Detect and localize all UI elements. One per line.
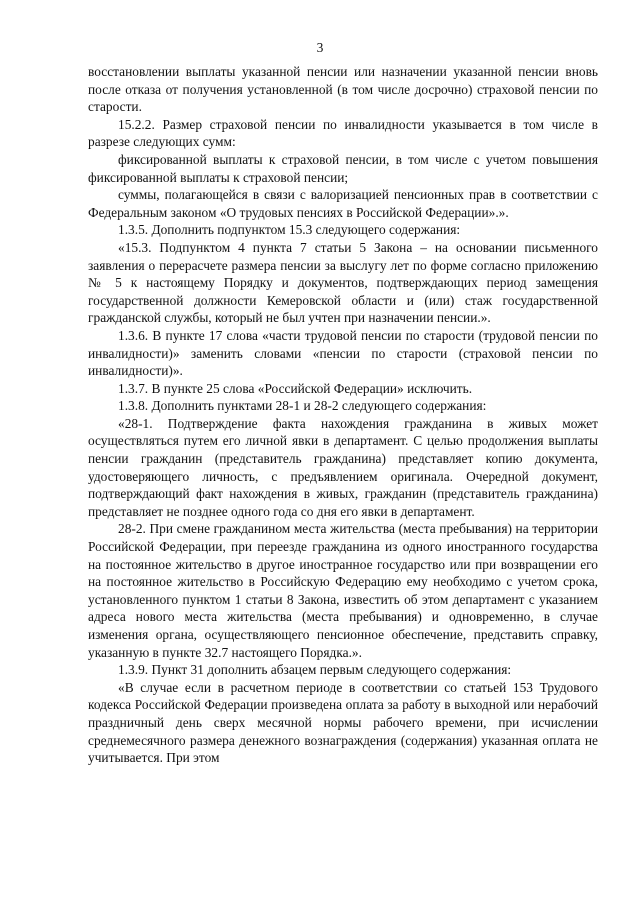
paragraph: «В случае если в расчетном периоде в соответствии со статьей 153 Трудового кодекса Российской Федерации произведена оплата за работу в выходной или нерабочий праздничный день сверх месячной нормы рабочего времени, при исчислении среднемесячного размера денежного вознаграждения (содержания) указанная оплата не учитывается. При этом [88,679,598,766]
paragraph: восстановлении выплаты указанной пенсии или назначении указанной пенсии вновь после отказа от получения установленной (в том числе досрочно) страховой пенсии по старости. [88,64,598,115]
paragraph: 15.2.2. Размер страховой пенсии по инвалидности указывается в том числе в разрезе следующих сумм: [88,116,598,150]
paragraph: 1.3.8. Дополнить пунктами 28-1 и 28-2 следующего содержания: [118,398,487,414]
paragraph: 1.3.6. В пункте 17 слова «части трудовой пенсии по старости (трудовой пенсии по инвалидности)» заменить словами «пенсии по старости (страховой пенсии по инвалидности)». [88,327,598,379]
paragraph: 1.3.7. В пункте 25 слова «Российской Федерации» исключить. [118,380,473,396]
paragraph: суммы, полагающейся в связи с валоризацией пенсионных прав в соответствии с Федеральным законом «О трудовых пенсиях в Российской Федерации».». [88,187,598,220]
paragraph: «15.3. Подпунктом 4 пункта 7 статьи 5 Закона – на основании письменного заявления о перерасчете размера пенсии за выслугу лет по форме согласно приложению № 5 к настоящему Порядку и документов, подтверждающих период замещения государственной должности Кемеровской области и (или) стаж государственной гражданской службы, который не был учтен при назначении пенсии.». [88,239,598,326]
paragraph: 28-2. При смене гражданином места жительства (места пребывания) на территории Российской Федерации, при переезде гражданина из одного иностранного государства на постоянное жительство в другое иностранное государство или при возвращении его на постоянное жительство в Российскую Федерацию ему необходимо с учетом срока, установленного пунктом 1 статьи 8 Закона, известить об этом департамент с указанием адреса нового места жительства (места пребывания) и одновременно, в случае изменения органа, осуществляющего пенсионное обеспечение, представить справку, указанную в пункте 32.7 настоящего Порядка.». [88,521,598,660]
page-number: 3 [316,40,324,55]
paragraph: фиксированной выплаты к страховой пенсии, в том числе с учетом повышения фиксированной выплаты к страховой пенсии; [88,151,598,185]
document-body [88,63,598,767]
paragraph: 1.3.9. Пункт 31 дополнить абзацем первым следующего содержания: [118,662,512,678]
paragraph: «28-1. Подтверждение факта нахождения гражданина в живых может осуществляться путем его личной явки в департамент. С целью продолжения выплаты пенсии гражданин (представитель гражданина) представляет копию документа, удостоверяющего личность, с предъявлением оригинала. Очередной документ, подтверждающий факт нахождения в живых, гражданин (представитель гражданина) представляет не позднее одного года со дня его явки в департамент. [88,415,598,519]
paragraph: 1.3.5. Дополнить подпунктом 15.3 следующего содержания: [118,222,461,238]
